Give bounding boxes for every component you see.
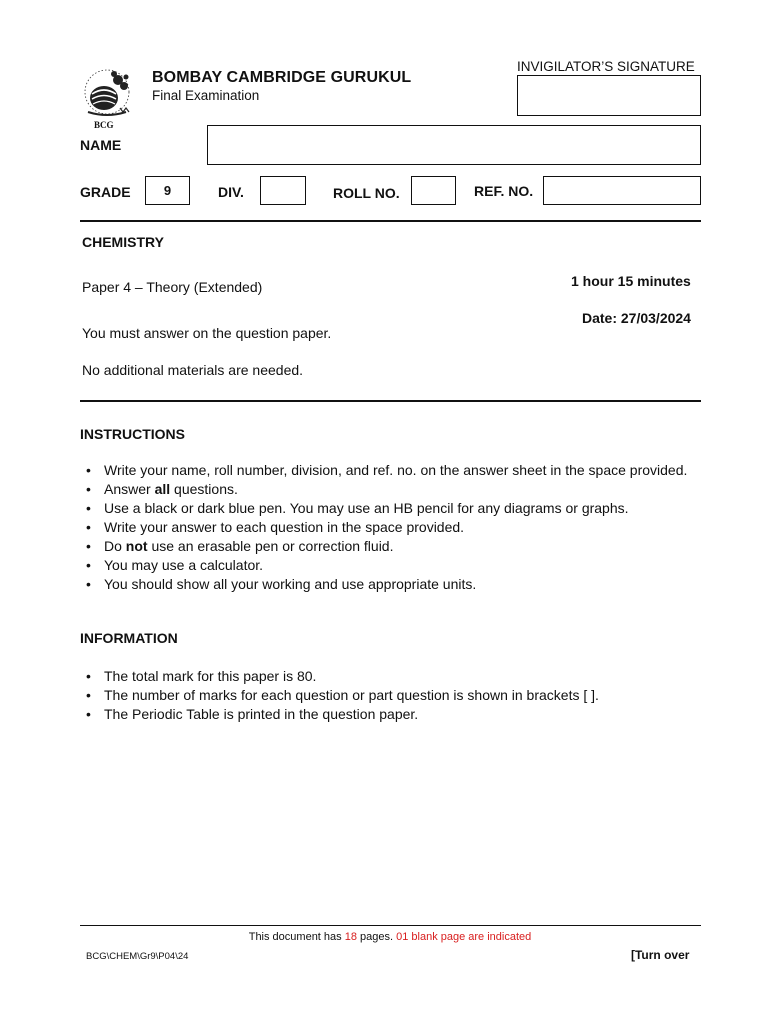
information-heading: INFORMATION <box>80 630 178 646</box>
div-label: DIV. <box>218 184 244 200</box>
list-item: • Do not use an erasable pen or correction fluid. <box>82 537 687 556</box>
roll-number-field[interactable] <box>411 176 456 205</box>
school-logo <box>76 64 138 132</box>
name-field[interactable] <box>207 125 701 165</box>
list-item: • Answer all questions. <box>82 480 687 499</box>
page-count: 18 <box>344 931 357 943</box>
list-item: • Write your answer to each question in the space provided. <box>82 518 687 537</box>
subject-title: CHEMISTRY <box>82 234 164 250</box>
materials-note: No additional materials are needed. <box>82 362 304 378</box>
ref-number-field[interactable] <box>543 176 701 205</box>
divider-footer <box>80 925 701 926</box>
name-label: NAME <box>80 137 122 153</box>
invigilator-signature-label: INVIGILATOR’S SIGNATURE <box>517 59 695 74</box>
school-name: BOMBAY CAMBRIDGE GURUKUL <box>152 69 412 86</box>
answer-note: You must answer on the question paper. <box>82 325 332 341</box>
logo-text: BCG <box>94 120 114 130</box>
invigilator-signature-box[interactable] <box>517 75 701 116</box>
list-item: • The Periodic Table is printed in the question paper. <box>82 705 599 724</box>
list-item: • Use a black or dark blue pen. You may use an HB pencil for any diagrams or graphs. <box>82 499 687 518</box>
paper-title: Paper 4 – Theory (Extended) <box>82 279 263 295</box>
blank-page-note: 01 blank page are indicated <box>396 931 532 943</box>
list-item: • You should show all your working and use appropriate units. <box>82 575 687 594</box>
exam-name: Final Examination <box>152 88 260 103</box>
grade-value: 9 <box>163 183 172 198</box>
div-field[interactable] <box>260 176 306 205</box>
grade-field[interactable] <box>145 176 190 205</box>
exam-date: Date: 27/03/2024 <box>582 310 691 326</box>
list-item: • The number of marks for each question or part question is shown in brackets [ ]. <box>82 686 599 705</box>
paper-duration: 1 hour 15 minutes <box>571 273 691 289</box>
divider-middle <box>80 400 701 402</box>
instructions-heading: INSTRUCTIONS <box>80 426 185 442</box>
information-list <box>82 667 599 724</box>
list-item: • The total mark for this paper is 80. <box>82 667 599 686</box>
list-item: • Write your name, roll number, division, and ref. no. on the answer sheet in the space provided. <box>82 461 687 480</box>
paper-code: BCG\CHEM\Gr9\P04\24 <box>86 951 189 962</box>
ref-number-label: REF. NO. <box>474 183 534 199</box>
page-count-note: This document has 18 pages. 01 blank page are indicated <box>248 931 532 943</box>
turn-over-label: [Turn over <box>631 948 690 962</box>
list-item: • You may use a calculator. <box>82 556 687 575</box>
grade-label: GRADE <box>80 184 131 200</box>
instructions-list <box>82 461 687 594</box>
divider-top <box>80 220 701 222</box>
roll-number-label: ROLL NO. <box>333 185 400 201</box>
